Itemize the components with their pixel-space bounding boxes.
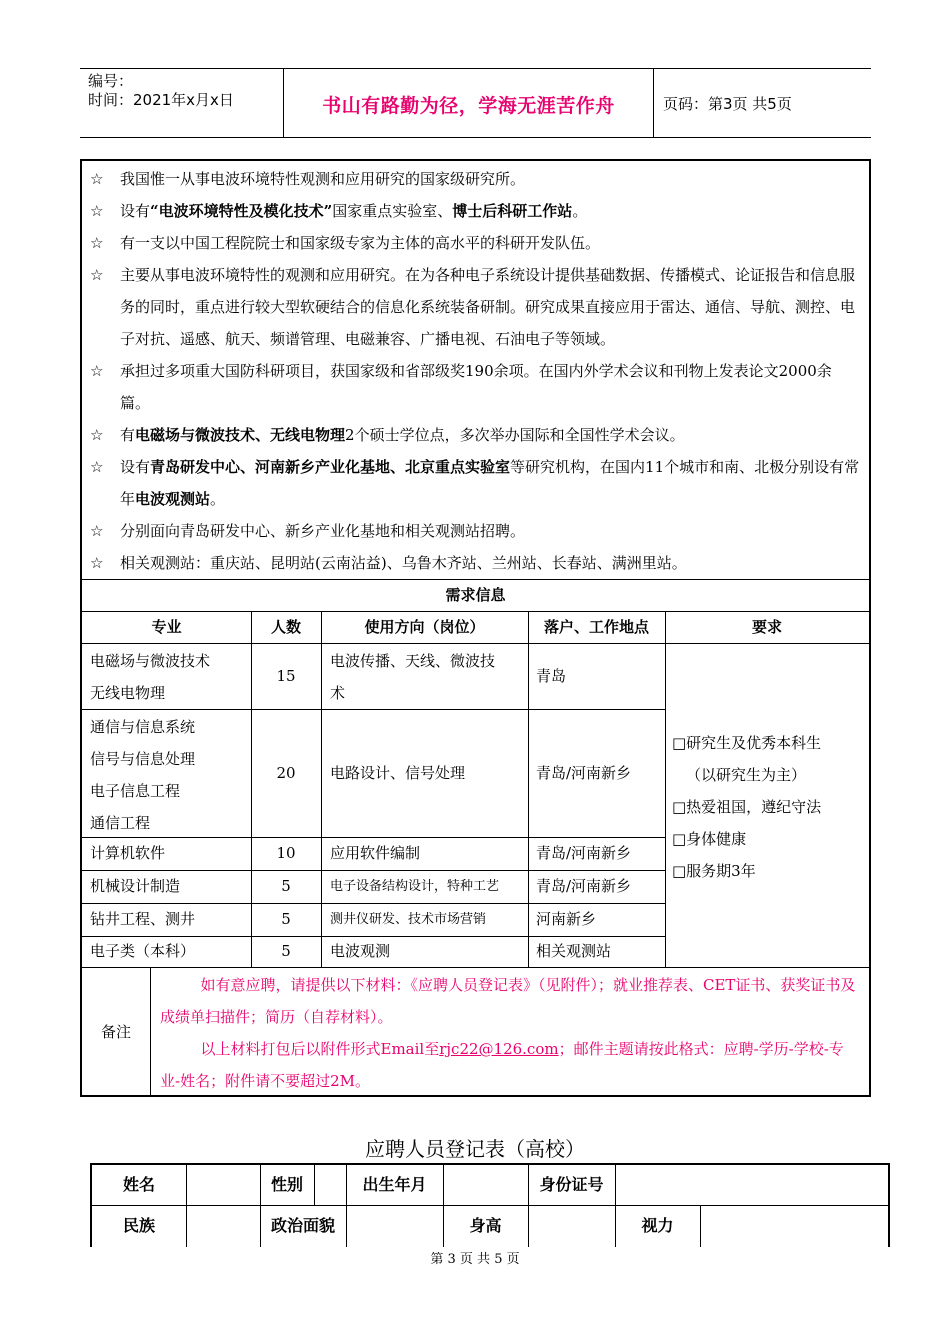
requirement-item: □热爱祖国，遵纪守法 <box>672 798 822 816</box>
table-row-location: 青岛/河南新乡 <box>536 764 632 782</box>
table-row-count: 5 <box>281 877 291 895</box>
table-row-usage: 测井仪研发、技术市场营销 <box>330 912 487 927</box>
table-row-majors: 电磁场与微波技术 无线电物理 <box>90 652 211 702</box>
table-row-majors: 计算机软件 <box>90 844 166 862</box>
requirements-list <box>672 727 867 887</box>
label-political: 政治面貌 <box>270 1216 335 1235</box>
label-birth: 出生年月 <box>362 1175 427 1194</box>
table-row-location: 相关观测站 <box>536 942 612 960</box>
requirement-item: （以研究生为主） <box>686 766 807 784</box>
star-icon: ☆ <box>90 426 104 444</box>
header-time: 时间：2021年x月x日 <box>88 91 234 109</box>
star-icon: ☆ <box>90 202 104 220</box>
header-major: 专业 <box>151 618 182 636</box>
table-row-location: 青岛/河南新乡 <box>536 844 632 862</box>
table-row-usage: 电波传播、天线、微波技 术 <box>330 652 496 702</box>
star-icon: ☆ <box>90 170 104 188</box>
table-row-location: 青岛 <box>536 667 567 685</box>
header-location: 落户、工作地点 <box>543 618 649 636</box>
header-page-number: 页码：第3页 共5页 <box>663 95 792 113</box>
intro-item: ☆ 有一支以中国工程院院士和国家级专家为主体的高水平的科研开发队伍。 <box>90 227 860 259</box>
intro-item: ☆ 设有青岛研发中心、河南新乡产业化基地、北京重点实验室等研究机构，在国内11个城市和南、北极分别设有常年电波观测站。 <box>90 451 860 515</box>
header-number: 编号： <box>88 72 134 90</box>
requirement-item: □研究生及优秀本科生 <box>672 734 822 752</box>
page-footer: 第 3 页 共 5 页 <box>430 1252 520 1267</box>
table-row-count: 5 <box>281 942 291 960</box>
star-icon: ☆ <box>90 522 104 540</box>
demand-title: 需求信息 <box>445 586 506 604</box>
table-row-location: 青岛/河南新乡 <box>536 877 632 895</box>
header-requirement: 要求 <box>751 618 782 636</box>
table-row-count: 10 <box>276 844 296 862</box>
table-row-usage: 应用软件编制 <box>330 844 421 862</box>
remark-text <box>160 969 860 1097</box>
intro-item: ☆ 我国惟一从事电波环境特性观测和应用研究的国家级研究所。 <box>90 163 860 195</box>
label-height: 身高 <box>469 1216 502 1235</box>
header-divider <box>653 69 654 137</box>
header-motto: 书山有路勤为径，学海无涯苦作舟 <box>322 95 615 117</box>
star-icon: ☆ <box>90 362 104 380</box>
registration-title: 应聘人员登记表（高校） <box>365 1137 585 1161</box>
table-row-usage: 电波观测 <box>330 942 391 960</box>
star-icon: ☆ <box>90 234 104 252</box>
email-link[interactable]: rjc22@126.com <box>439 1040 559 1058</box>
table-row-majors: 电子类（本科） <box>90 942 196 960</box>
remark-line: 如有意应聘，请提供以下材料：《应聘人员登记表》（见附件）；就业推荐表、CET证书、获奖证书及成绩单扫描件；简历（自荐材料）。 <box>160 976 856 1026</box>
header-meta <box>88 72 278 110</box>
requirement-item: □身体健康 <box>672 830 747 848</box>
registration-form <box>90 1163 890 1247</box>
star-icon: ☆ <box>90 266 104 284</box>
intro-item: ☆ 分别面向青岛研发中心、新乡产业化基地和相关观测站招聘。 <box>90 515 860 547</box>
table-row-majors: 机械设计制造 <box>90 877 181 895</box>
intro-item: ☆ 有电磁场与微波技术、无线电物理2个硕士学位点，多次举办国际和全国性学术会议。 <box>90 419 860 451</box>
star-icon: ☆ <box>90 458 104 476</box>
label-gender: 性别 <box>270 1175 303 1194</box>
label-id-number: 身份证号 <box>539 1175 604 1194</box>
remark-label: 备注 <box>100 1023 131 1041</box>
table-row-count: 5 <box>281 910 291 928</box>
page-header <box>80 68 871 138</box>
intro-list <box>90 163 860 579</box>
intro-item: ☆ 主要从事电波环境特性的观测和应用研究。在为各种电子系统设计提供基础数据、传播模式、论证报告和信息服务的同时，重点进行较大型软硬结合的信息化系统装备研制。研究成果直接应用于雷达、通信、导航、测控、电子对抗、遥感、航天、频谱管理、电磁兼容、广播电视、石油电子等领域。 <box>90 259 860 355</box>
table-row-majors: 钻井工程、测井 <box>90 910 196 928</box>
table-row-usage: 电子设备结构设计，特种工艺 <box>330 879 500 894</box>
remark-line: 以上材料打包后以附件形式Email至rjc22@126.com；邮件主题请按此格式：应聘-学历-学校-专业-姓名；附件请不要超过2M。 <box>160 1040 844 1090</box>
table-row-usage: 电路设计、信号处理 <box>330 764 466 782</box>
label-name: 姓名 <box>122 1175 155 1194</box>
table-row-count: 20 <box>276 764 296 782</box>
star-icon: ☆ <box>90 554 104 572</box>
table-row-count: 15 <box>276 667 296 685</box>
label-vision: 视力 <box>641 1216 674 1235</box>
intro-item: ☆ 承担过多项重大国防科研项目，获国家级和省部级奖190余项。在国内外学术会议和刊物上发表论文2000余篇。 <box>90 355 860 419</box>
intro-item: ☆ 设有“电波环境特性及模化技术”国家重点实验室、博士后科研工作站。 <box>90 195 860 227</box>
recruitment-table <box>80 159 871 1097</box>
header-count: 人数 <box>270 618 301 636</box>
table-row-majors: 通信与信息系统 信号与信息处理 电子信息工程 通信工程 <box>90 718 196 832</box>
table-row-location: 河南新乡 <box>536 910 597 928</box>
intro-item: ☆ 相关观测站：重庆站、昆明站(云南沾益)、乌鲁木齐站、兰州站、长春站、满洲里站。 <box>90 547 860 579</box>
header-usage: 使用方向（岗位） <box>364 618 485 636</box>
requirement-item: □服务期3年 <box>672 862 756 880</box>
label-ethnicity: 民族 <box>122 1216 155 1235</box>
